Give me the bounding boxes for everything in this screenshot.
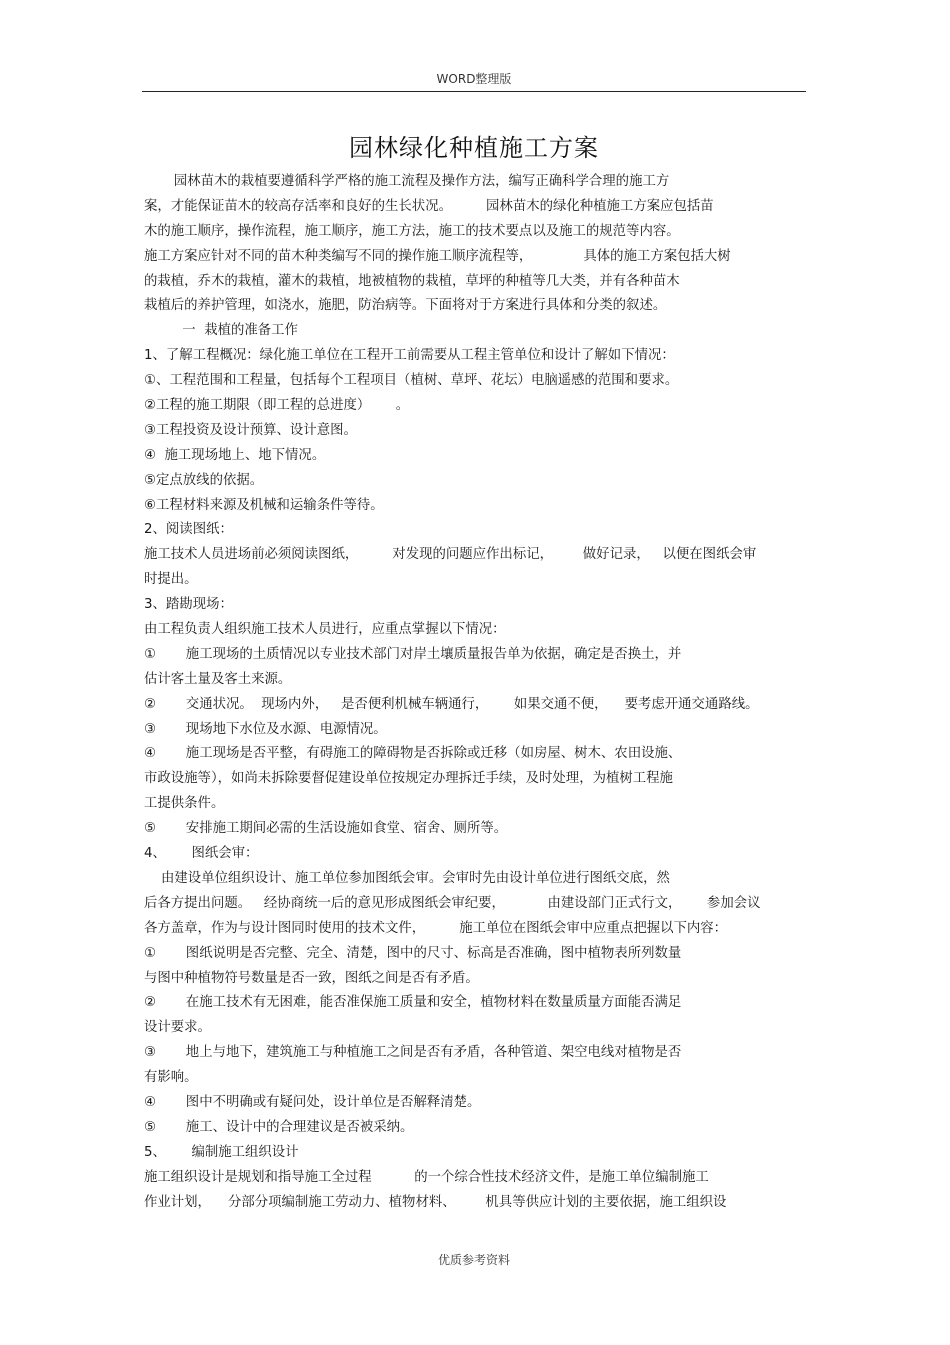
body-line: 园林苗木的栽植要遵循科学严格的施工流程及操作方法，编写正确科学合理的施工方 [144, 174, 670, 189]
body-line: 5、 编制施工组织设计 [144, 1144, 299, 1160]
body-line: ③ 现场地下水位及水源、电源情况。 [144, 721, 387, 737]
document-title: 园林绿化种植施工方案 [349, 134, 599, 162]
document-body [144, 170, 814, 1215]
body-line: 栽植后的养护管理，如浇水，施肥，防治病等。下面将对于方案进行具体和分类的叙述。 [144, 298, 667, 314]
body-line: 4、 图纸会审： [144, 846, 259, 862]
body-line: 作业计划， 分部分项编制施工劳动力、植物材料、 机具等供应计划的主要依据，施工组织设 [144, 1194, 727, 1210]
body-line: 施工方案应针对不同的苗木种类编写不同的操作施工顺序流程等， 具体的施工方案包括大树 [144, 248, 731, 264]
body-line: ④ 图中不明确或有疑问处，设计单位是否解释清楚。 [144, 1094, 481, 1110]
body-line: ①、工程范围和工程量，包括每个工程项目（植树、草坪、花坛）电脑遥感的范围和要求。 [144, 373, 679, 389]
body-line: ⑤ 施工、设计中的合理建议是否被采纳。 [144, 1119, 414, 1135]
body-line: 估计客土量及客土来源。 [144, 671, 292, 687]
body-line: 3、踏勘现场： [144, 597, 233, 613]
body-line: ④ 施工现场地上、地下情况。 [144, 447, 326, 463]
body-line: ②工程的施工期限（即工程的总进度） 。 [144, 398, 410, 414]
body-line: 的栽植，乔木的栽植，灌木的栽植，地被植物的栽植，草坪的种植等几大类，并有各种苗木 [144, 273, 680, 289]
body-line: 施工技术人员进场前必须阅读图纸， 对发现的问题应作出标记， 做好记录， 以便在图纸会审 [144, 547, 757, 563]
body-line: 木的施工顺序，操作流程，施工顺序，施工方法，施工的技术要点以及施工的规范等内容。 [144, 223, 680, 239]
body-line: 1、了解工程概况：绿化施工单位在工程开工前需要从工程主管单位和设计了解如下情况： [144, 348, 675, 364]
body-line: 由建设单位组织设计、施工单位参加图纸会审。会审时先由设计单位进行图纸交底，然 [144, 870, 670, 886]
body-line: 与图中种植物符号数量是否一致，图纸之间是否有矛盾。 [144, 970, 479, 986]
page-footer: 优质参考资料 [437, 1253, 510, 1267]
body-line: 有影响。 [144, 1070, 198, 1086]
page-header: WORD整理版 [436, 72, 512, 86]
body-line: 设计要求。 [144, 1020, 211, 1036]
body-line: ③工程投资及设计预算、设计意图。 [144, 422, 357, 438]
body-line: ② 在施工技术有无困难，能否准保施工质量和安全，植物材料在数量质量方面能否满足 [144, 995, 682, 1011]
body-line: ⑤ 安排施工期间必需的生活设施如食堂、宿舍、厕所等。 [144, 821, 508, 837]
body-line: 市政设施等），如尚未拆除要督促建设单位按规定办理拆迁手续，及时处理，为植树工程施 [144, 771, 673, 787]
body-line: ④ 施工现场是否平整，有碍施工的障碍物是否拆除或迁移（如房屋、树木、农田设施、 [144, 746, 682, 762]
body-line: 工提供条件。 [144, 796, 225, 812]
header-divider [142, 91, 806, 92]
body-line: 后各方提出问题。 经协商统一后的意见形成图纸会审纪要， 由建设部门正式行文， 参加会议 [144, 895, 761, 911]
section-heading: 一 栽植的准备工作 [144, 323, 298, 339]
body-line: 由工程负责人组织施工技术人员进行，应重点掌握以下情况： [144, 622, 506, 638]
body-line: 各方盖章，作为与设计图同时使用的技术文件， 施工单位在图纸会审中应重点把握以下内容： [144, 920, 728, 936]
body-line: ① 施工现场的土质情况以专业技术部门对岸土壤质量报告单为依据，确定是否换土，并 [144, 646, 682, 662]
body-line: ⑤定点放线的依据。 [144, 472, 264, 488]
body-line: ⑥工程材料来源及机械和运输条件等待。 [144, 497, 384, 513]
body-line: 案，才能保证苗木的较高存活率和良好的生长状况。 园林苗木的绿化种植施工方案应包括苗 [144, 198, 714, 214]
body-line: 2、阅读图纸： [144, 522, 233, 538]
body-line: ② 交通状况。 现场内外， 是否便利机械车辆通行， 如果交通不便， 要考虑开通交通路线。 [144, 696, 759, 712]
body-line: 时提出。 [144, 572, 198, 588]
body-line: ③ 地上与地下，建筑施工与种植施工之间是否有矛盾，各种管道、架空电线对植物是否 [144, 1045, 682, 1061]
body-line: 施工组织设计是规划和指导施工全过程 的一个综合性技术经济文件，是施工单位编制施工 [144, 1169, 709, 1185]
body-line: ① 图纸说明是否完整、完全、清楚，图中的尺寸、标高是否准确，图中植物表所列数量 [144, 945, 682, 961]
